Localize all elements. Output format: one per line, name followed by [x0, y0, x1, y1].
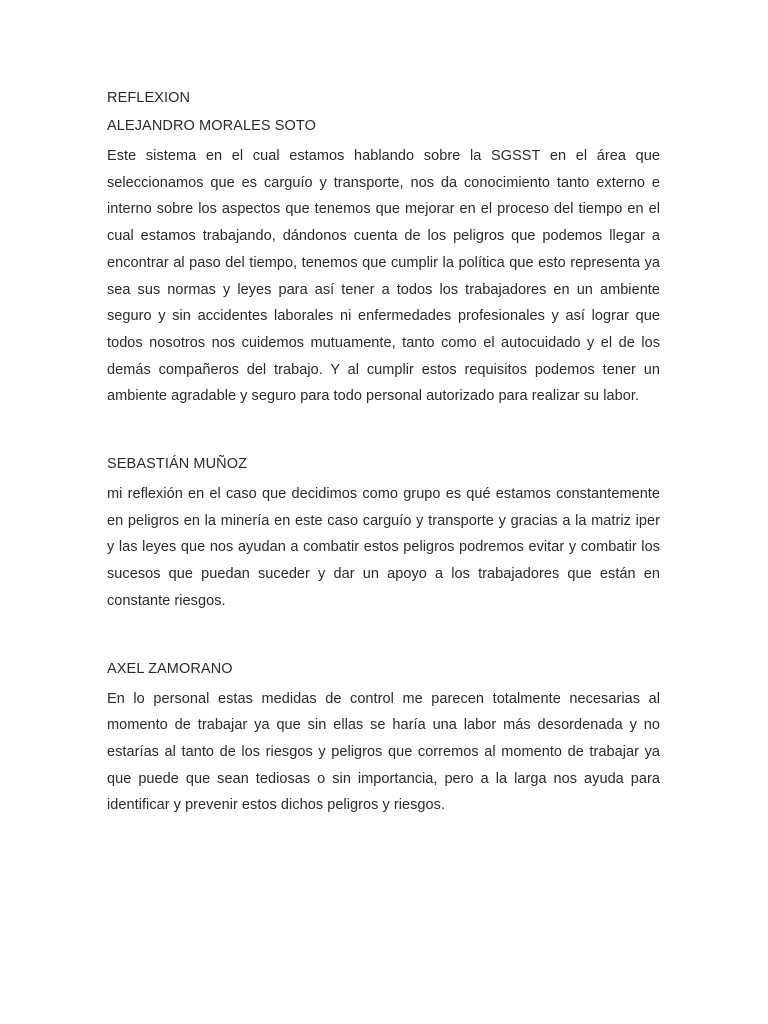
reflection-section-morales	[107, 116, 660, 410]
reflection-section-munoz	[107, 454, 660, 615]
document-page	[107, 88, 660, 819]
author-name: ALEJANDRO MORALES SOTO	[107, 118, 317, 134]
author-name: AXEL ZAMORANO	[107, 660, 233, 677]
document-title: REFLEXION	[107, 90, 191, 106]
author-name: SEBASTIÁN MUÑOZ	[107, 456, 248, 473]
reflection-paragraph: mi reflexión en el caso que decidimos como grupo es qué estamos constantemente en peligros en la minería en este caso carguío y transporte y gracias a la matriz iper y las leyes que nos ayudan a combatir estos peligros podremos evitar y combatir los sucesos que puedan suceder y dar un apoyo a los trabajadores que están en constante riesgos.	[107, 486, 660, 609]
reflection-paragraph: En lo personal estas medidas de control me parecen totalmente necesarias al momento de trabajar ya que sin ellas se haría una labor más desordenada y no estarías al tanto de los riesgos y peligros que corremos al momento de trabajar ya que puede que sean tediosas o sin importancia, pero a la larga nos ayuda para identificar y prevenir estos dichos peligros y riesgos.	[107, 690, 660, 814]
reflection-paragraph: Este sistema en el cual estamos hablando sobre la SGSST en el área que seleccionamos que es carguío y transporte, nos da conocimiento tanto externo e interno sobre los aspectos que tenemos que mejorar en el proceso del tiempo en el cual estamos trabajando, dándonos cuenta de los peligros que podemos llegar a encontrar al paso del tiempo, tenemos que cumplir la política que esto representa ya sea sus normas y leyes para así tener a todos los trabajadores en un ambiente seguro y sin accidentes laborales ni enfermedades profesionales y así lograr que todos nosotros nos cuidemos mutuamente, tanto como el autocuidado y el de los demás compañeros del trabajo. Y al cumplir estos requisitos podemos tener un ambiente agradable y seguro para todo personal autorizado para realizar su labor.	[107, 148, 660, 405]
reflection-section-zamorano	[107, 659, 660, 820]
